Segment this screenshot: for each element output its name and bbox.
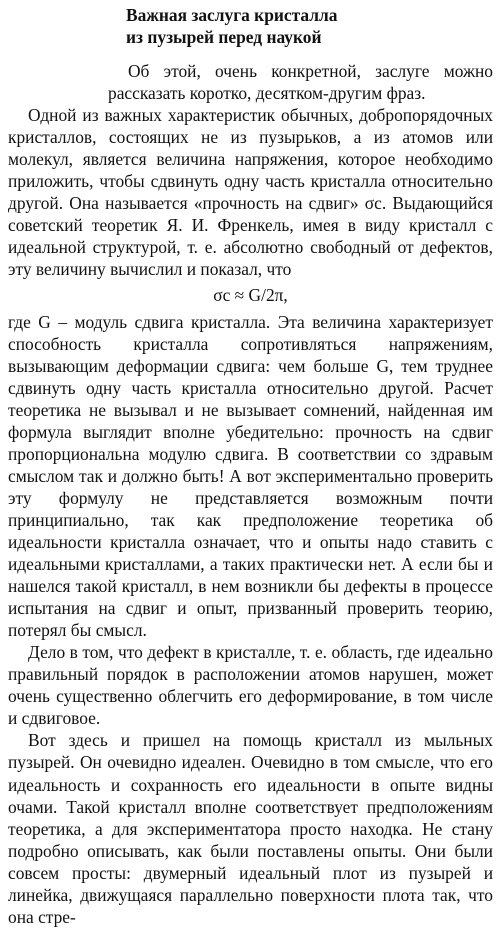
intro-paragraph: Об этой, очень конкретной, заслуге можно рассказать коротко, десятком-другим фраз. bbox=[108, 61, 493, 104]
paragraph-4: Вот здесь и пришел на помощь кристалл из мыльных пузырей. Он очевидно идеален. Очевидно в том смысле, что его идеальность и сохранность его идеальности в опыте видны очами. Такой кристалл вполне соответствует предположениям теоретика, а для экспериментатора просто находка. Не стану подробно описывать, как были поставлены опыты. Они были совсем просты: двумерный идеальный плот из пузырей и линейка, движущаяся параллельно поверхности плота так, что она стре- bbox=[8, 730, 493, 927]
paragraph-2: где G – модуль сдвига кристалла. Эта величина характеризует способность кристалла сопротивляться напряжениям, вызывающим деформации сдвига: чем больше G, тем труднее сдвинуть одну часть кристалла относительно другой. Расчет теоретика не вызывал и не вызывает сомнений, найденная им формула выглядит вполне убедительно: прочность на сдвиг пропорциональна модулю сдвига. В соответствии со здравым смыслом так и должно быть! А вот экспериментально проверить эту формулу не представляется возможным почти принципиально, так как предположение теоретика об идеальности кристалла означает, что и опыты надо ставить с идеальными кристаллами, а таких практически нет. А если бы и нашелся такой кристалл, в нем возникли бы дефекты в процессе испытания на сдвиг и опыт, призванный проверить теорию, потерял бы смысл. bbox=[8, 311, 493, 641]
paragraph-1: Одной из важных характеристик обычных, добропорядочных кристаллов, состоящих не из пузырьков, а из атомов или молекул, является величина напряжения, которое необходимо приложить, чтобы сдвинуть одну часть кристалла относительно другой. Она называется «прочность на сдвиг» σc. Выдающийся советский теоретик Я. И. Френкель, имея в виду кристалл с идеальной структурой, т. е. абсолютно свободный от дефектов, эту величину вычислил и показал, что bbox=[8, 105, 493, 280]
section-title-line-1: Важная заслуга кристалла bbox=[126, 5, 338, 25]
formula: σc ≈ G/2π, bbox=[213, 285, 288, 306]
paragraph-3: Дело в том, что дефект в кристалле, т. е. область, где идеально правильный порядок в расположении атомов нарушен, может очень существенно облегчить его деформирование, в том числе и сдвиговое. bbox=[8, 642, 493, 729]
section-title-line-2: из пузырей перед наукой bbox=[126, 27, 322, 47]
section-title bbox=[126, 4, 493, 48]
